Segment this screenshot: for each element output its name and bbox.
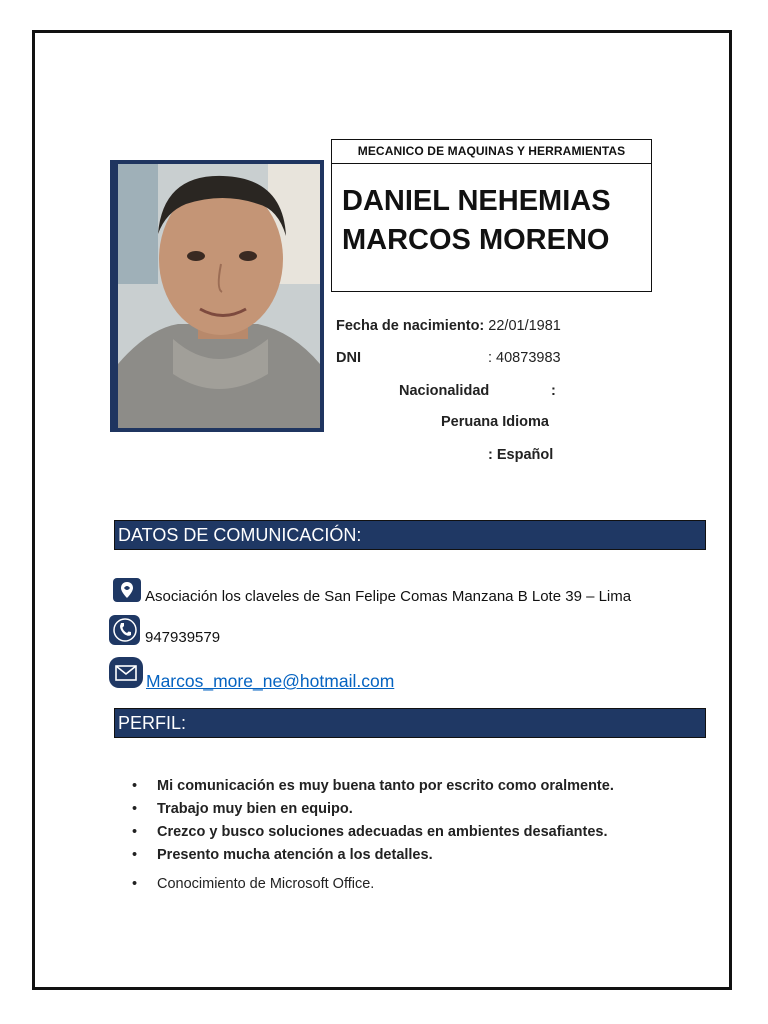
language-value: : Español [488,447,554,463]
nationality-label: Nacionalidad [399,383,490,399]
envelope-icon [109,657,143,688]
dni-label: DNI [336,350,361,366]
profile-section-header: PERFIL: [114,708,706,738]
phone-icon [109,615,140,645]
name-line-2: MARCOS MORENO [342,224,610,256]
dni-value: : 40873983 [488,350,561,366]
nationality-colon: : [551,383,556,399]
birth-date-label: Fecha de nacimiento: [336,318,485,334]
language-label: Idioma [502,414,549,430]
list-item: • Conocimiento de Microsoft Office. [130,873,614,896]
location-icon [113,578,141,602]
list-item: • Crezco y busco soluciones adecuadas en ambientes desafiantes. [130,821,614,844]
nationality-language-row [441,414,549,430]
profile-list [130,775,614,896]
nationality-value: Peruana [441,414,499,430]
communication-section-header: DATOS DE COMUNICACIÓN: [114,520,706,550]
full-name [331,163,652,292]
list-item: • Trabajo muy bien en equipo. [130,798,614,821]
profile-photo [110,160,324,432]
job-title: MECANICO DE MAQUINAS Y HERRAMIENTAS [331,139,652,164]
name-line-1: DANIEL NEHEMIAS [342,185,611,217]
birth-date-row [336,318,561,334]
address-text: Asociación los claveles de San Felipe Comas Manzana B Lote 39 – Lima [145,588,632,605]
phone-text: 947939579 [145,629,221,646]
birth-date-value: 22/01/1981 [488,318,561,334]
email-link[interactable]: Marcos_more_ne@hotmail.com [146,671,395,691]
list-item: • Mi comunicación es muy buena tanto por escrito como oralmente. [130,775,614,798]
list-item: • Presento mucha atención a los detalles. [130,844,614,867]
portrait-image [118,164,320,428]
